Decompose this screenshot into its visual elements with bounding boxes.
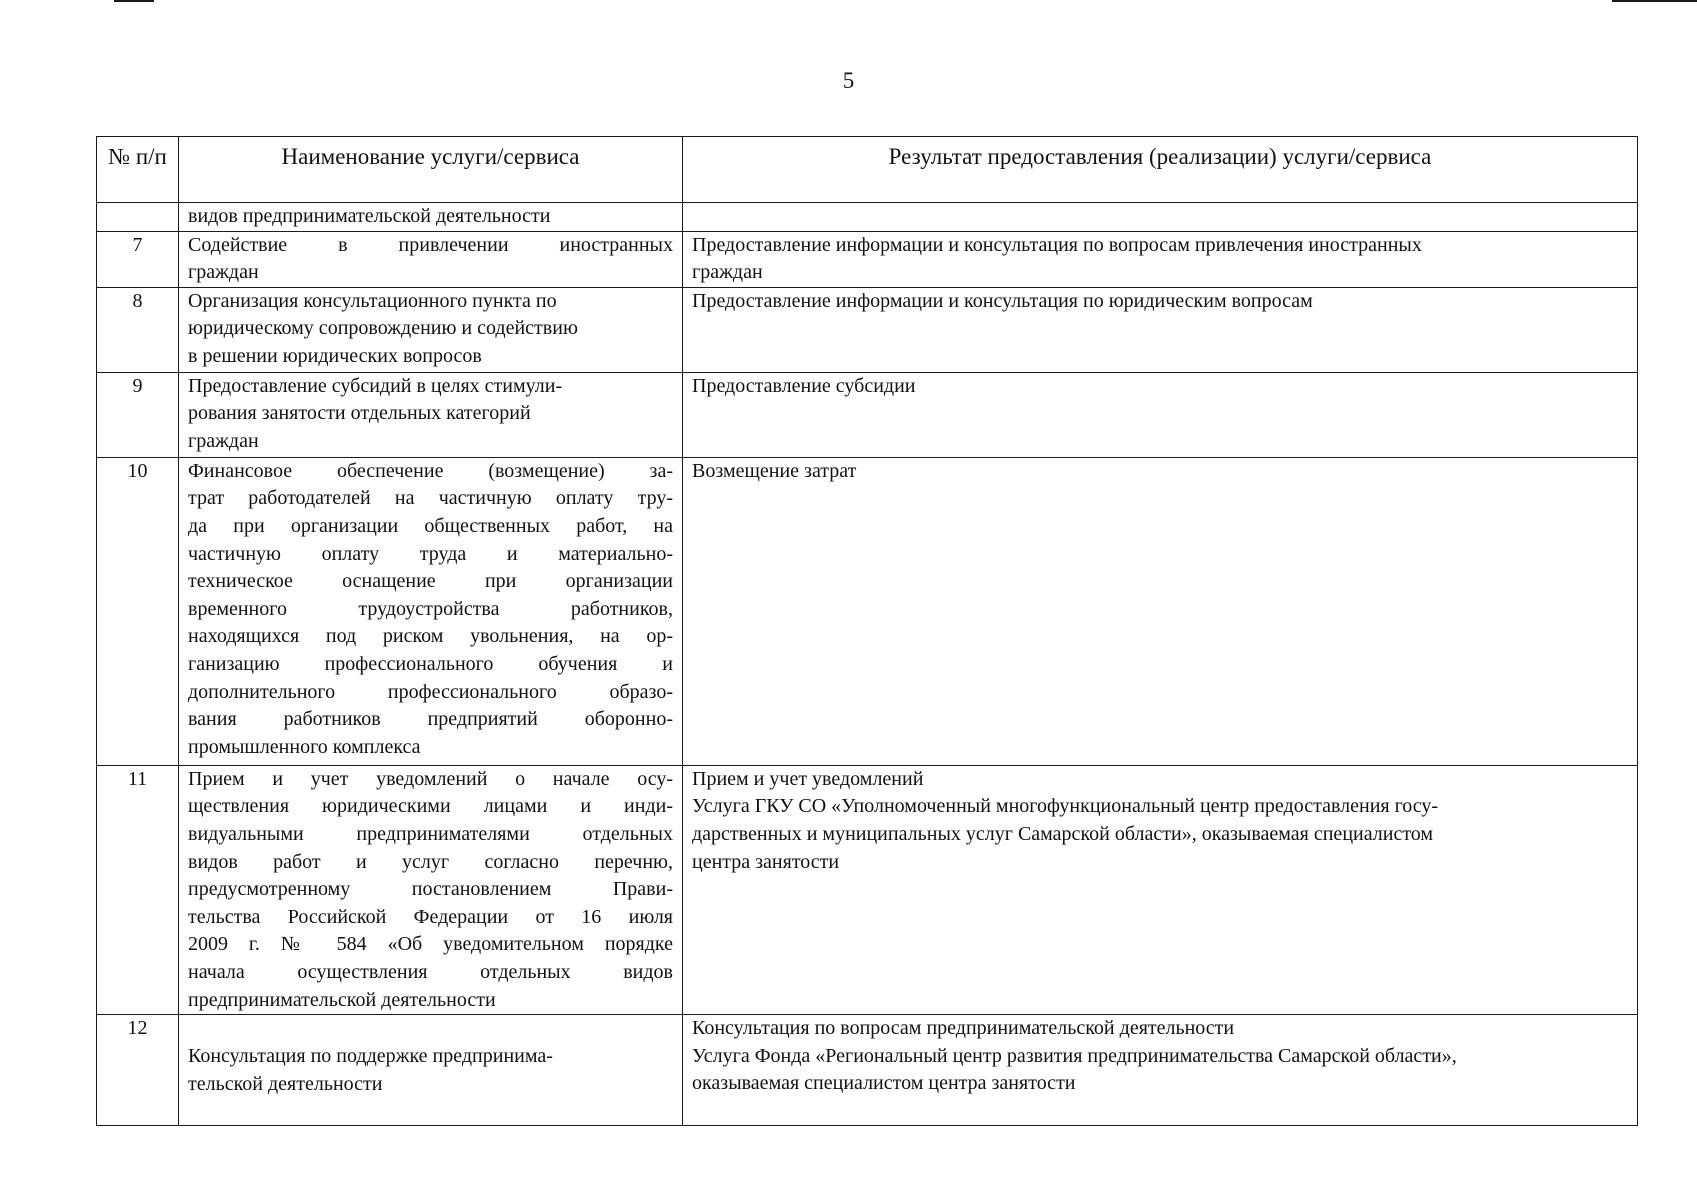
- service-name-line: Консультация по поддержке предпринима-: [188, 1045, 553, 1068]
- service-result-line: Предоставление субсидии: [692, 374, 916, 397]
- service-result-line: граждан: [692, 261, 763, 284]
- service-name-line: предусмотренному постановлением Прави-: [188, 878, 673, 901]
- service-result-line: оказываемая специалистом центра занятости: [692, 1072, 1076, 1095]
- table-header-row: [97, 137, 1638, 203]
- table-row: [97, 231, 1638, 287]
- service-name-line: вания работников предприятий оборонно-: [188, 708, 673, 731]
- service-result-line: Возмещение затрат: [692, 459, 857, 482]
- service-result: [683, 372, 1638, 457]
- service-name-line: частичную оплату труда и материально-: [188, 542, 673, 565]
- service-name-line: Прием и учет уведомлений о начале осу-: [188, 767, 673, 790]
- row-number: 7: [97, 231, 179, 287]
- service-result: [683, 287, 1638, 372]
- table-row: [97, 372, 1638, 457]
- service-name-line: юридическому сопровождению и содействию: [188, 317, 578, 340]
- row-number: 12: [97, 1015, 179, 1126]
- service-result-line: Консультация по вопросам предпринимательской деятельности: [692, 1017, 1235, 1040]
- scan-edge-mark-right: [1612, 0, 1697, 2]
- service-name-line: начала осуществления отдельных видов: [188, 960, 673, 983]
- service-name-line: в решении юридических вопросов: [188, 344, 482, 367]
- page-number: 5: [842, 68, 855, 93]
- service-name-line: находящихся под риском увольнения, на ор-: [188, 625, 673, 648]
- service-name-line: Финансовое обеспечение (возмещение) за-: [188, 459, 673, 482]
- header-service-name: Наименование услуги/сервиса: [179, 137, 683, 203]
- service-name: [179, 457, 683, 765]
- service-name-line: 2009 г. № 584 «Об уведомительном порядке: [188, 933, 673, 956]
- table-row-continuation: [97, 203, 1638, 232]
- header-number: № п/п: [97, 137, 179, 203]
- service-name-line: ществления юридическими лицами и инди-: [188, 795, 673, 818]
- service-name-line: трат работодателей на частичную оплату тру-: [188, 487, 673, 510]
- service-name-line: временного трудоустройства работников,: [188, 597, 673, 620]
- service-name-line: граждан: [188, 429, 259, 452]
- service-result: [683, 1015, 1638, 1126]
- service-name-line: видов работ и услуг согласно перечню,: [188, 850, 673, 873]
- row-number: 9: [97, 372, 179, 457]
- service-name-line: предпринимательской деятельности: [188, 988, 496, 1011]
- scan-edge-mark-left: [114, 0, 154, 2]
- service-result-line: Предоставление информации и консультация по юридическим вопросам: [692, 289, 1313, 312]
- service-name: видов предпринимательской деятельности: [179, 203, 683, 232]
- table-row: [97, 457, 1638, 765]
- service-name-line: Содействие в привлечении иностранных: [188, 233, 673, 256]
- table-row: [97, 1015, 1638, 1126]
- service-name: [179, 1015, 683, 1126]
- service-result: [683, 203, 1638, 232]
- service-result-line: дарственных и муниципальных услуг Самарской области», оказываемая специалистом: [692, 822, 1434, 845]
- service-name: [179, 287, 683, 372]
- service-name-line: Организация консультационного пункта по: [188, 289, 557, 312]
- service-name-line: дополнительного профессионального образо-: [188, 680, 673, 703]
- table-row: [97, 765, 1638, 1014]
- service-result-line: Услуга ГКУ СО «Уполномоченный многофункциональный центр предоставления госу-: [692, 795, 1439, 818]
- row-number: 10: [97, 457, 179, 765]
- table-row: [97, 287, 1638, 372]
- header-service-result: Результат предоставления (реализации) услуги/сервиса: [683, 137, 1638, 203]
- service-result: [683, 231, 1638, 287]
- service-name-line: тельства Российской Федерации от 16 июля: [188, 905, 673, 928]
- service-result-line: Услуга Фонда «Региональный центр развития предпринимательства Самарской области»,: [692, 1044, 1457, 1067]
- row-number: 11: [97, 765, 179, 1014]
- row-number: 8: [97, 287, 179, 372]
- service-name-line: граждан: [188, 261, 259, 284]
- service-result-line: центра занятости: [692, 850, 840, 873]
- service-result-line: Предоставление информации и консультация по вопросам привлечения иностранных: [692, 233, 1422, 256]
- service-name-line: тельской деятельности: [188, 1072, 383, 1095]
- service-name-line: ганизацию профессионального обучения и: [188, 652, 673, 675]
- row-number: [97, 203, 179, 232]
- service-name: [179, 231, 683, 287]
- service-name: [179, 372, 683, 457]
- service-name: [179, 765, 683, 1014]
- service-name-line: Предоставление субсидий в целях стимули-: [188, 374, 563, 397]
- service-result: [683, 765, 1638, 1014]
- service-name-line: видуальными предпринимателями отдельных: [188, 822, 673, 845]
- service-name-line: да при организации общественных работ, на: [188, 514, 673, 537]
- service-name-line: техническое оснащение при организации: [188, 570, 673, 593]
- service-result: [683, 457, 1638, 765]
- service-name-line: рования занятости отдельных категорий: [188, 402, 531, 425]
- service-result-line: Прием и учет уведомлений: [692, 767, 924, 790]
- services-table: [96, 136, 1638, 1126]
- service-name-line: промышленного комплекса: [188, 735, 421, 758]
